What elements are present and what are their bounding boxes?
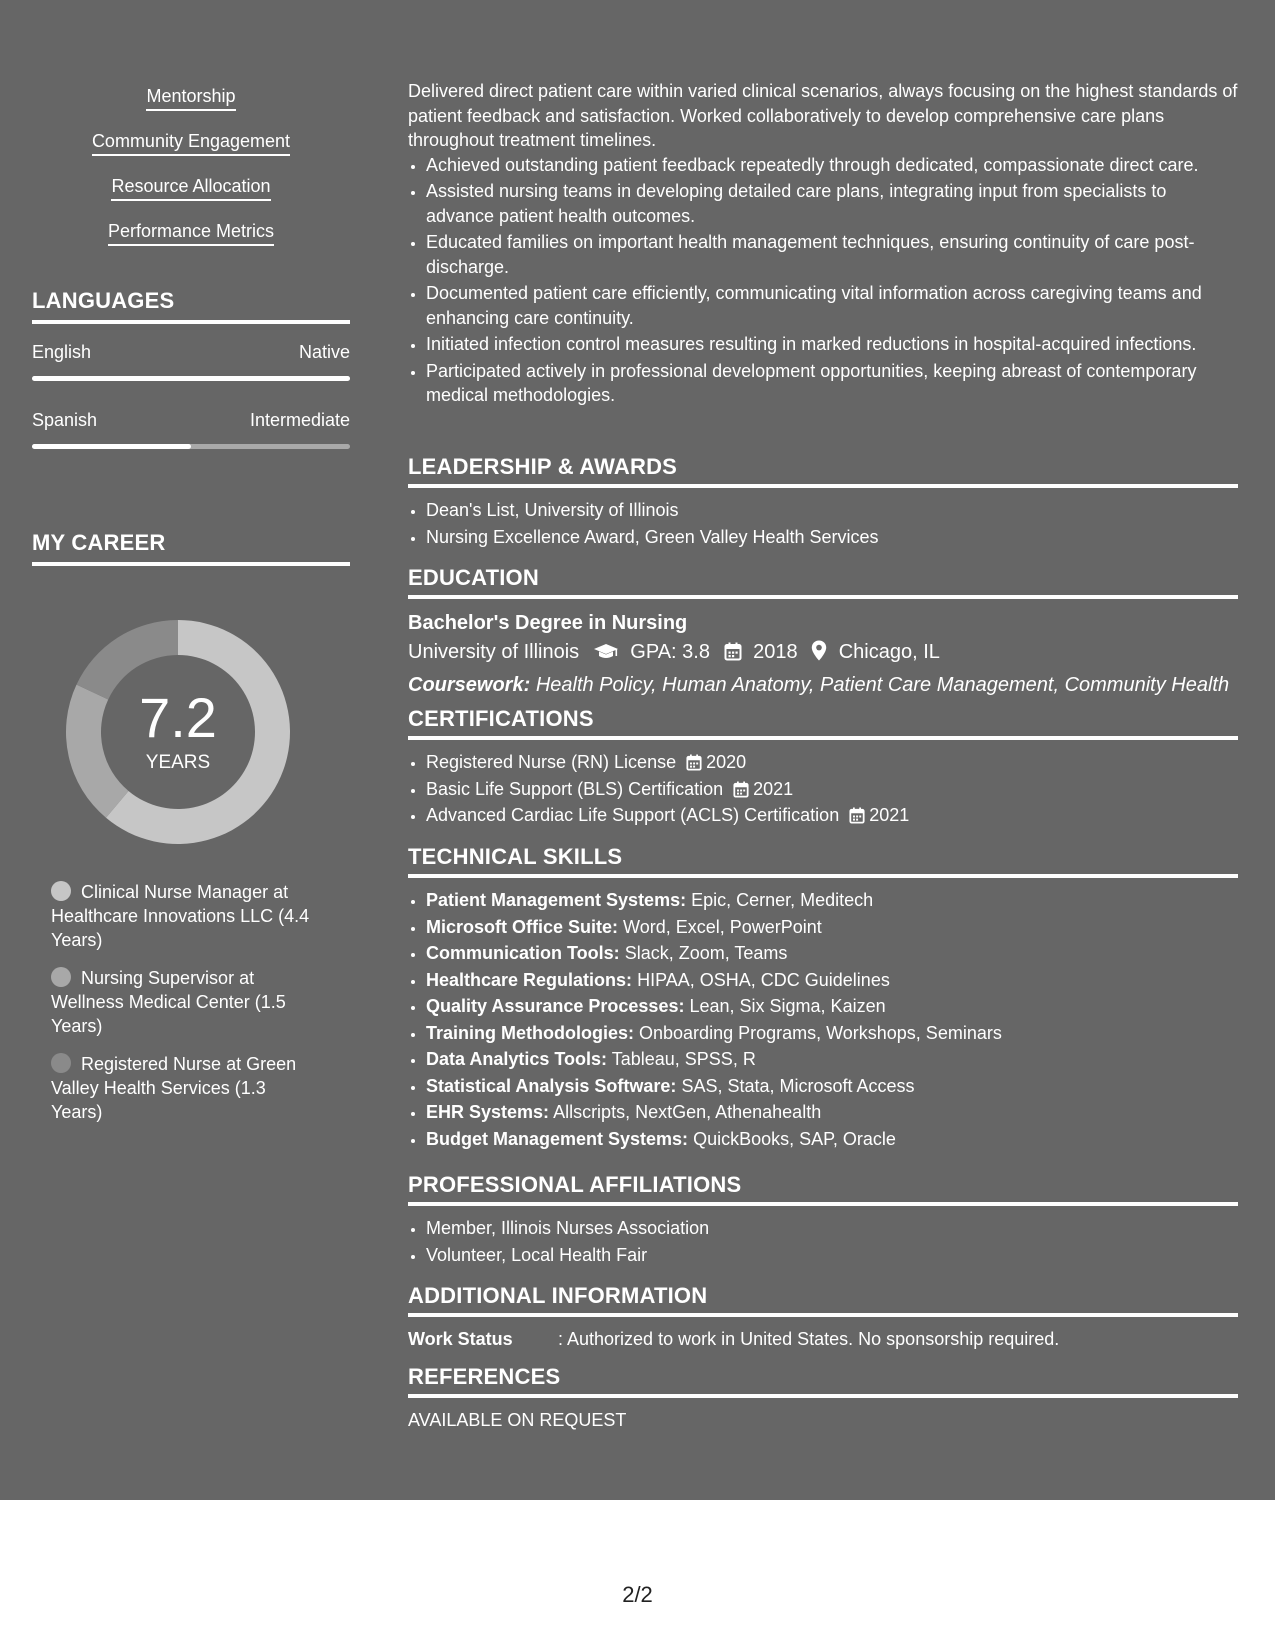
education-heading: EDUCATION — [408, 565, 1238, 599]
skill-tag: Performance Metrics — [108, 219, 274, 246]
certification-year: 2020 — [706, 752, 747, 772]
references-heading: REFERENCES — [408, 1364, 1238, 1398]
calendar-icon — [724, 640, 742, 670]
language-proficiency-fill — [32, 444, 191, 449]
additional-info-heading: ADDITIONAL INFORMATION — [408, 1283, 1238, 1317]
calendar-icon — [849, 807, 865, 824]
career-list — [51, 880, 321, 1138]
references-text: AVAILABLE ON REQUEST — [408, 1410, 627, 1430]
experience-bullet: • Initiated infection control measures resulting in marked reductions in hospital-acquired infections. — [426, 332, 1238, 357]
experience-section — [408, 79, 1238, 410]
language-name: Spanish — [32, 410, 98, 430]
leadership-section — [408, 454, 1238, 551]
education-degree: Bachelor's Degree in Nursing — [408, 612, 688, 634]
leadership-item: • Dean's List, University of Illinois — [426, 498, 1238, 523]
affiliation-item: • Member, Illinois Nurses Association — [426, 1216, 1238, 1241]
language-level: Native — [298, 342, 350, 362]
career-item — [51, 1052, 321, 1124]
experience-bullets — [408, 153, 1238, 408]
language-proficiency-bar — [32, 376, 350, 381]
career-item-text: Registered Nurse at Green Valley Health Services (1.3 Years) — [51, 1054, 297, 1122]
technical-skill-item: • EHR Systems: Allscripts, NextGen, Athenahealth — [426, 1100, 1238, 1125]
certification-name: Basic Life Support (BLS) Certification — [426, 778, 724, 799]
education-school: University of Illinois — [408, 641, 580, 663]
certification-name: Advanced Cardiac Life Support (ACLS) Certification — [426, 805, 840, 825]
coursework-list: Health Policy, Human Anatomy, Patient Care Management, Community Health — [535, 674, 1230, 696]
skill-tag: Mentorship — [146, 84, 235, 111]
language-proficiency-fill — [32, 376, 350, 381]
technical-skill-item: • Quality Assurance Processes: Lean, Six Sigma, Kaizen — [426, 994, 1238, 1019]
graduation-cap-icon — [593, 640, 619, 670]
career-item — [51, 966, 321, 1038]
experience-bullet: • Documented patient care efficiently, communicating vital information across caregiving teams and enhancing care continuity. — [426, 281, 1238, 330]
certification-year: 2021 — [869, 805, 910, 825]
education-section — [408, 565, 1238, 700]
technical-skills-section — [408, 844, 1238, 1153]
affiliation-item: • Volunteer, Local Health Fair — [426, 1243, 1238, 1268]
career-total-years: 7.2 — [139, 686, 217, 749]
work-status-value: : Authorized to work in United States. No sponsorship required. — [558, 1329, 1060, 1349]
career-item-text: Nursing Supervisor at Wellness Medical Center (1.5 Years) — [51, 968, 286, 1036]
technical-skill-item: • Statistical Analysis Software: SAS, Stata, Microsoft Access — [426, 1074, 1238, 1099]
certification-item — [426, 777, 1238, 802]
page-footer — [0, 1500, 1275, 1650]
leadership-item: • Nursing Excellence Award, Green Valley Health Services — [426, 525, 1238, 550]
career-donut-chart — [66, 620, 290, 844]
technical-skill-item: • Training Methodologies: Onboarding Programs, Workshops, Seminars — [426, 1021, 1238, 1046]
languages-heading: LANGUAGES — [32, 288, 350, 324]
skill-tag: Resource Allocation — [111, 174, 270, 201]
certification-item — [426, 750, 1238, 775]
references-section — [408, 1364, 1238, 1432]
calendar-icon — [733, 781, 749, 798]
education-meta — [408, 637, 1238, 670]
education-gpa: GPA: 3.8 — [630, 641, 710, 663]
experience-bullet: • Assisted nursing teams in developing detailed care plans, integrating input from specialists to advance patient health outcomes. — [426, 179, 1238, 228]
leadership-heading: LEADERSHIP & AWARDS — [408, 454, 1238, 488]
technical-skill-item: • Healthcare Regulations: HIPAA, OSHA, CDC Guidelines — [426, 968, 1238, 993]
certifications-section — [408, 706, 1238, 830]
career-heading: MY CAREER — [32, 530, 350, 566]
affiliations-heading: PROFESSIONAL AFFILIATIONS — [408, 1172, 1238, 1206]
education-location: Chicago, IL — [838, 641, 940, 663]
career-item — [51, 880, 321, 952]
experience-bullet: • Educated families on important health management techniques, ensuring continuity of care post-discharge. — [426, 230, 1238, 279]
career-item-text: Clinical Nurse Manager at Healthcare Innovations LLC (4.4 Years) — [51, 882, 310, 950]
calendar-icon — [686, 754, 702, 771]
work-status-label: Work Status — [408, 1329, 513, 1349]
career-total-unit: YEARS — [145, 752, 211, 773]
language-name: English — [32, 342, 92, 362]
work-status-row — [408, 1327, 1238, 1351]
technical-skill-item: • Communication Tools: Slack, Zoom, Teams — [426, 941, 1238, 966]
career-dot-icon — [51, 967, 71, 987]
technical-skill-item: • Patient Management Systems: Epic, Cerner, Meditech — [426, 888, 1238, 913]
certification-item — [426, 803, 1238, 828]
education-coursework — [408, 670, 1238, 700]
education-year: 2018 — [753, 641, 798, 663]
skill-tag: Community Engagement — [92, 129, 290, 156]
technical-skills-heading: TECHNICAL SKILLS — [408, 844, 1238, 878]
language-level: Intermediate — [249, 410, 350, 430]
experience-bullet: • Achieved outstanding patient feedback repeatedly through dedicated, compassionate direct care. — [426, 153, 1238, 178]
affiliations-section — [408, 1172, 1238, 1269]
page-number: 2/2 — [622, 1582, 653, 1607]
technical-skill-item: • Data Analytics Tools: Tableau, SPSS, R — [426, 1047, 1238, 1072]
coursework-label: Coursework: — [408, 674, 531, 696]
certification-year: 2021 — [753, 778, 794, 799]
career-dot-icon — [51, 881, 71, 901]
location-pin-icon — [811, 640, 827, 670]
language-proficiency-bar — [32, 444, 350, 449]
certification-name: Registered Nurse (RN) License — [426, 752, 677, 772]
technical-skill-item: • Budget Management Systems: QuickBooks, SAP, Oracle — [426, 1127, 1238, 1152]
skill-tags — [32, 84, 350, 264]
additional-info-section — [408, 1283, 1238, 1351]
certifications-heading: CERTIFICATIONS — [408, 706, 1238, 740]
experience-summary: Delivered direct patient care within varied clinical scenarios, always focusing on the highest standards of patient feedback and satisfaction. Worked collaboratively to develop comprehensive care plans throughout treatment timelines. — [408, 81, 1238, 150]
experience-bullet: • Participated actively in professional development opportunities, keeping abreast of contemporary medical methodologies. — [426, 359, 1238, 408]
career-dot-icon — [51, 1053, 71, 1073]
technical-skill-item: • Microsoft Office Suite: Word, Excel, PowerPoint — [426, 915, 1238, 940]
